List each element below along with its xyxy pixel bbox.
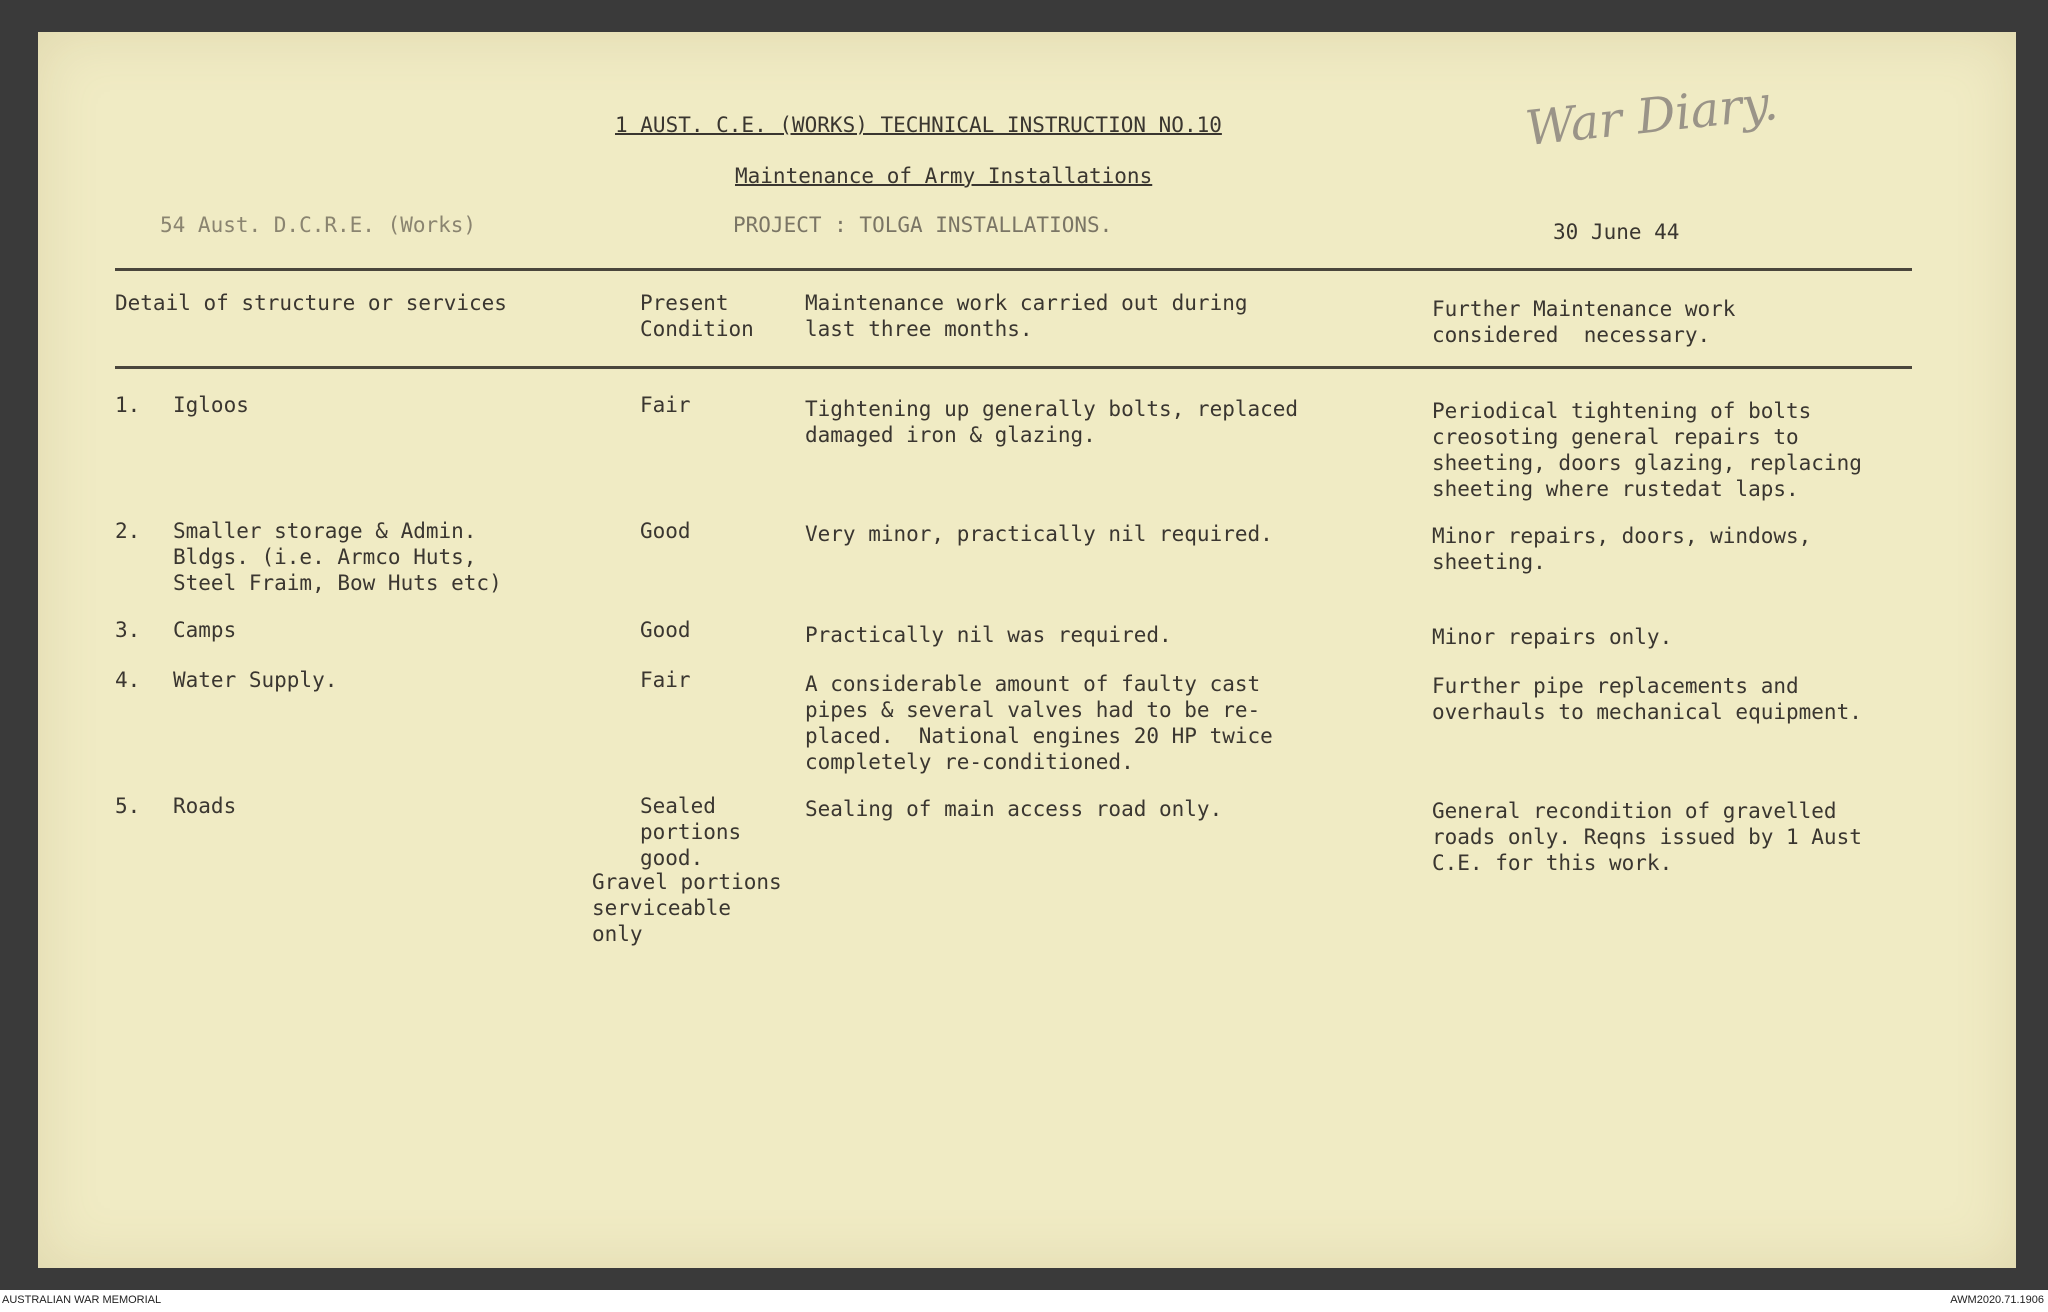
- row-number: 3.: [115, 618, 141, 642]
- header-bottom-rule: [115, 366, 1912, 369]
- row-further-work: General recondition of gravelled roads only. Reqns issued by 1 Aust C.E. for this work.: [1432, 799, 1862, 875]
- row-further-work: Minor repairs, doors, windows, sheeting.: [1432, 524, 1812, 574]
- row-detail: Roads: [173, 794, 237, 818]
- header-work-done: Maintenance work carried out during last three months.: [805, 291, 1248, 341]
- row-detail: Camps: [173, 618, 237, 642]
- row-condition: Good: [640, 519, 691, 543]
- document-subtitle: Maintenance of Army Installations: [735, 164, 1153, 188]
- header-detail: Detail of structure or services: [115, 291, 507, 315]
- handwritten-note: War Diary.: [1522, 74, 1781, 158]
- archive-footer: [0, 1290, 2048, 1312]
- row-condition: Fair: [640, 668, 691, 692]
- row-number: 2.: [115, 519, 141, 543]
- header-condition: Present Condition: [640, 291, 754, 341]
- row-condition: Fair: [640, 393, 691, 417]
- project-name: PROJECT : TOLGA INSTALLATIONS.: [733, 213, 1113, 237]
- row-detail: Water Supply.: [173, 668, 338, 692]
- document-date: 30 June 44: [1553, 220, 1680, 244]
- row-number: 5.: [115, 794, 141, 818]
- row-work-done: Tightening up generally bolts, replaced damaged iron & glazing.: [805, 397, 1299, 447]
- row-further-work: Periodical tightening of bolts creosoting general repairs to sheeting, doors glazing, replacing sheeting where rustedat laps.: [1432, 399, 1862, 501]
- row-work-done: Practically nil was required.: [805, 623, 1172, 647]
- unit-name: 54 Aust. D.C.R.E. (Works): [160, 213, 477, 237]
- row-condition: Good: [640, 618, 691, 642]
- row-number: 1.: [115, 393, 141, 417]
- row-detail: Igloos: [173, 393, 249, 417]
- row-condition-extra: Gravel portions serviceable only: [592, 870, 782, 946]
- header-top-rule: [115, 268, 1912, 271]
- row-number: 4.: [115, 668, 141, 692]
- footer-accession: AWM2020.71.1906: [1950, 1294, 2044, 1306]
- row-detail: Smaller storage & Admin. Bldgs. (i.e. Armco Huts, Steel Fraim, Bow Huts etc): [173, 519, 502, 595]
- row-further-work: Minor repairs only.: [1432, 625, 1673, 649]
- row-work-done: Very minor, practically nil required.: [805, 522, 1273, 546]
- row-work-done: Sealing of main access road only.: [805, 797, 1223, 821]
- document-title: 1 AUST. C.E. (WORKS) TECHNICAL INSTRUCTION NO.10: [615, 113, 1222, 137]
- row-work-done: A considerable amount of faulty cast pipes & several valves had to be re- placed. National engines 20 HP twice completely re-conditioned.: [805, 672, 1273, 774]
- row-further-work: Further pipe replacements and overhauls to mechanical equipment.: [1432, 674, 1862, 724]
- row-condition: Sealed portions good.: [640, 794, 742, 870]
- footer-institution: AUSTRALIAN WAR MEMORIAL: [2, 1294, 162, 1306]
- header-further-work: Further Maintenance work considered necessary.: [1432, 297, 1736, 347]
